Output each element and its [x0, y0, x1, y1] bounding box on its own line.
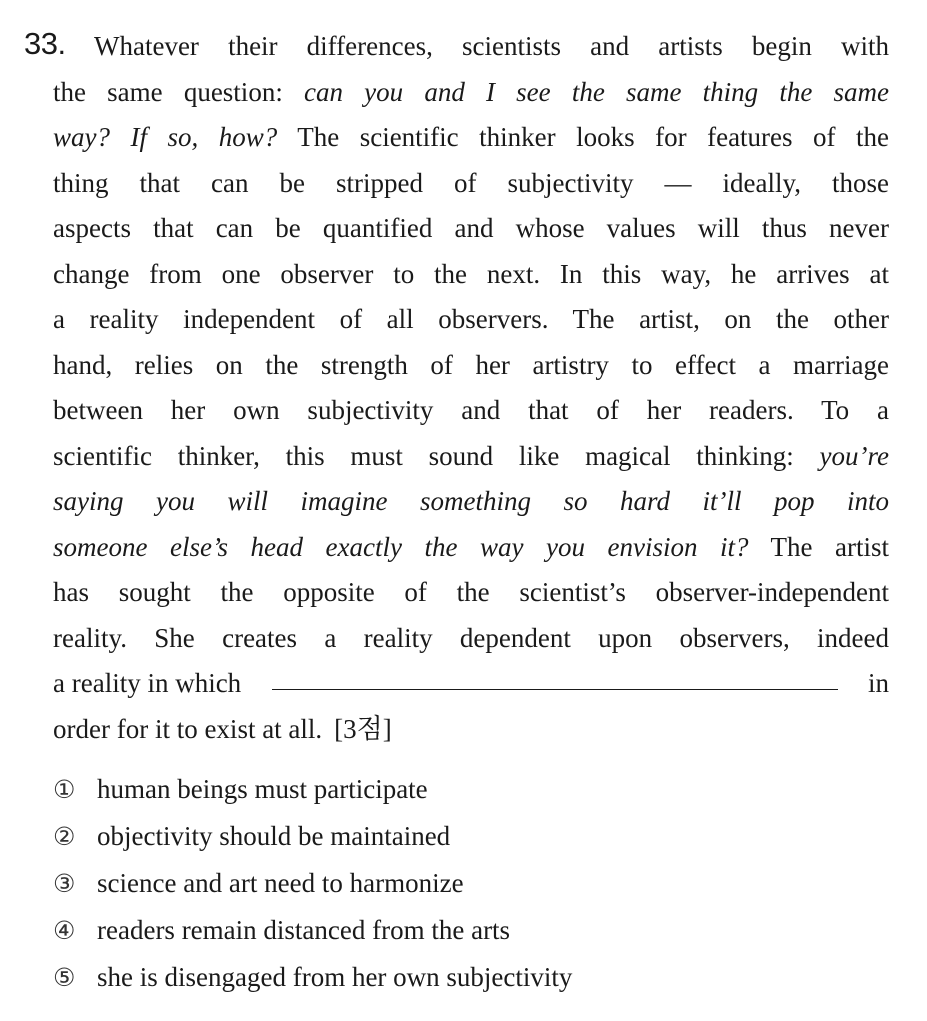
passage-last-line: [53, 707, 889, 753]
passage-text: reality. She creates a reality dependent upon observers, indeed: [53, 622, 889, 653]
passage-text: has sought the opposite of the scientist’s observer-independent: [53, 577, 889, 607]
option-text: she is disengaged from her own subjectivity: [97, 962, 573, 992]
passage: [53, 24, 889, 752]
passage-line: [53, 70, 889, 116]
passage-text: change from one observer to the next. In this way, he arrives at: [53, 258, 889, 289]
option-number: ⑤: [53, 963, 76, 992]
passage-line: [53, 252, 889, 298]
answer-option-1[interactable]: [53, 774, 853, 821]
passage-lines: [53, 24, 889, 661]
passage-italic-text: way? If so, how?: [53, 122, 278, 152]
passage-line: [53, 479, 889, 525]
option-text: objectivity should be maintained: [97, 821, 451, 851]
option-number: ③: [53, 869, 76, 898]
passage-line: [53, 206, 889, 252]
option-text: science and art need to harmonize: [97, 868, 464, 898]
passage-text: hand, relies on the strength of her artistry to effect a marriage: [53, 349, 889, 380]
passage-line: [53, 161, 889, 207]
blank-before-text: a reality in which: [53, 668, 242, 698]
option-number: ④: [53, 916, 76, 945]
passage-text: scientific thinker, this must sound like magical thinking:: [53, 440, 820, 471]
passage-text: aspects that can be quantified and whose values will thus never: [53, 213, 889, 243]
passage-text: a reality independent of all observers. The artist, on the other: [53, 304, 889, 334]
passage-text: the same question:: [53, 76, 304, 107]
last-line-text: order for it to exist at all.: [53, 713, 323, 744]
passage-line: [53, 525, 889, 571]
option-number: ①: [53, 775, 76, 804]
answer-option-5[interactable]: [53, 962, 853, 1009]
answer-option-4[interactable]: [53, 915, 853, 962]
passage-text: Whatever their differences, scientists and artists begin with: [94, 31, 889, 61]
passage-italic-text: can you and I see the same thing the same: [304, 76, 889, 107]
passage-text: The artist: [748, 531, 889, 562]
passage-text: between her own subjectivity and that of her readers. To a: [53, 395, 889, 425]
passage-line: [53, 388, 889, 434]
passage-text: The scientific thinker looks for features of the: [277, 122, 889, 152]
question-number: 33.: [24, 26, 66, 61]
answer-options: [53, 774, 853, 1009]
passage-line: [53, 24, 889, 70]
passage-italic-text: saying you will imagine something so hard it’ll pop into: [53, 486, 889, 516]
answer-option-3[interactable]: [53, 868, 853, 915]
option-text: readers remain distanced from the arts: [97, 915, 511, 945]
blank-after-text: in: [867, 668, 889, 698]
option-number: ②: [53, 822, 76, 851]
passage-italic-text: you’re: [819, 440, 889, 471]
answer-option-2[interactable]: [53, 821, 853, 868]
score-label: [3점]: [334, 713, 392, 744]
passage-text: thing that can be stripped of subjectivity — ideally, those: [53, 167, 889, 198]
blank-line: [53, 661, 889, 707]
passage-line: [53, 343, 889, 389]
passage-line: [53, 434, 889, 480]
passage-line: [53, 570, 889, 616]
passage-italic-text: someone else’s head exactly the way you envision it?: [53, 531, 749, 562]
answer-blank: [272, 663, 838, 690]
option-text: human beings must participate: [97, 774, 428, 804]
passage-line: [53, 616, 889, 662]
passage-line: [53, 115, 889, 161]
passage-line: [53, 297, 889, 343]
